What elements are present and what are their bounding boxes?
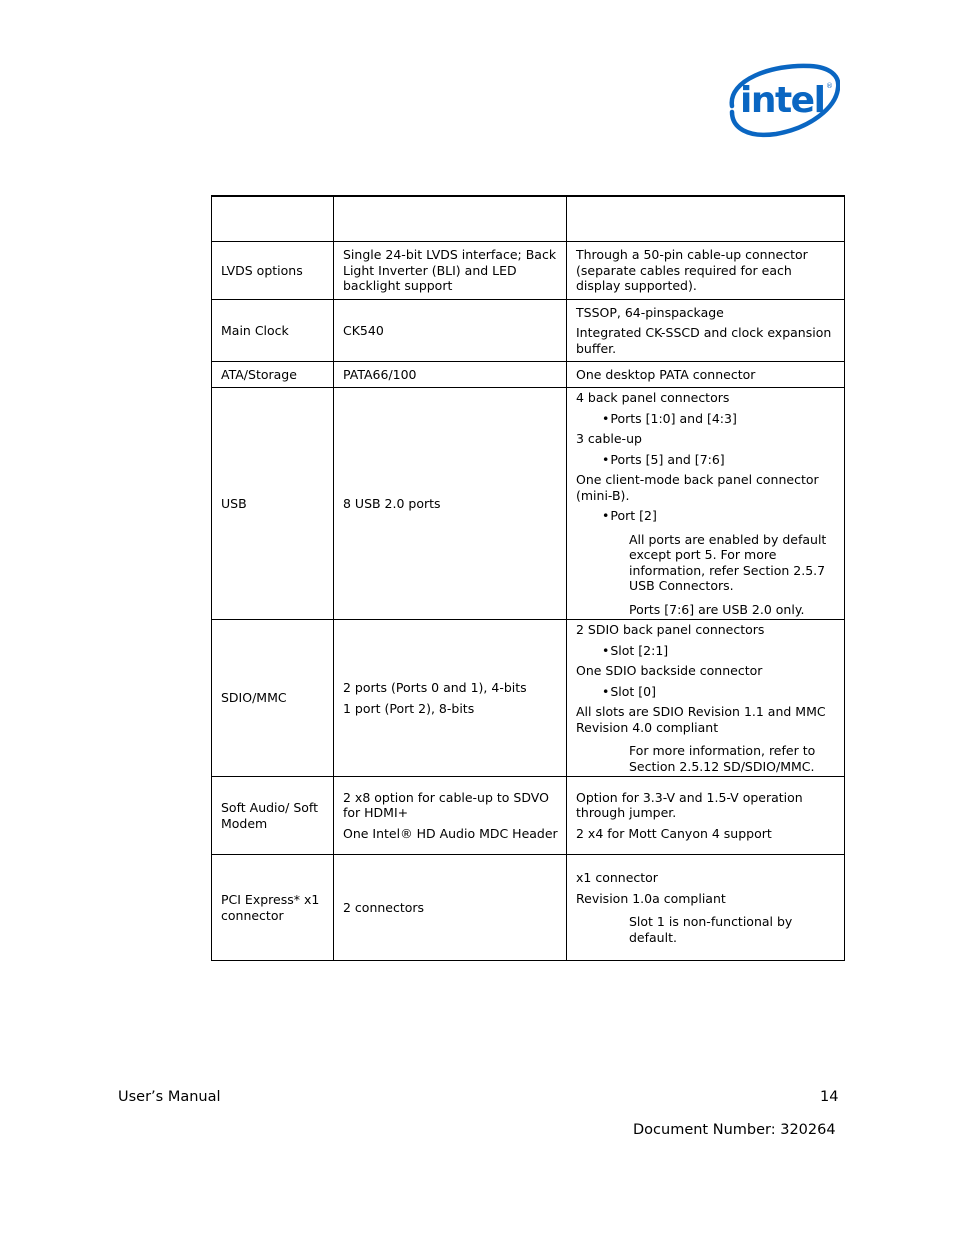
note-callout: All ports are enabled by default except port 5. For more information, refer Section 2.5.7 USB Connectors. bbox=[629, 531, 827, 593]
note-line: x1 connector bbox=[576, 870, 658, 885]
note-line: 2 x4 for Mott Canyon 4 support bbox=[576, 825, 772, 841]
table-header-row bbox=[212, 196, 845, 242]
spec-line: One Intel® HD Audio MDC Header bbox=[343, 825, 558, 841]
note-line: TSSOP, 64-pinspackage bbox=[576, 304, 724, 320]
spec-line: 1 port (Port 2), 8-bits bbox=[343, 700, 475, 716]
notes-cell bbox=[567, 855, 845, 961]
notes-cell bbox=[567, 388, 845, 620]
notes-cell bbox=[567, 777, 845, 855]
table-row bbox=[212, 620, 845, 777]
bullet-item: • Ports [1:0] and [4:3] bbox=[602, 411, 836, 427]
note-line: 2 SDIO back panel connectors bbox=[576, 622, 765, 637]
table-row bbox=[212, 362, 845, 388]
feature-cell: PCI Express* x1 connector bbox=[212, 855, 334, 961]
table-row bbox=[212, 777, 845, 855]
bullet-list bbox=[576, 411, 836, 427]
spec-cell: 2 connectors bbox=[334, 855, 567, 961]
bullet-item: • Slot [0] bbox=[602, 684, 836, 700]
feature-cell: SDIO/MMC bbox=[212, 620, 334, 777]
table-row bbox=[212, 388, 845, 620]
notes-cell: One desktop PATA connector bbox=[567, 362, 845, 388]
note-callout: For more information, refer to Section 2.5.12 SD/SDIO/MMC. bbox=[629, 743, 816, 774]
feature-cell: Main Clock bbox=[212, 300, 334, 362]
note-line: 4 back panel connectors bbox=[576, 390, 730, 405]
note-line: Integrated CK-SSCD and clock expansion buffer. bbox=[576, 325, 832, 356]
feature-cell: LVDS options bbox=[212, 242, 334, 300]
footer-page-number: 14 bbox=[820, 1089, 839, 1105]
footer-document-number: Document Number: 320264 bbox=[633, 1122, 836, 1138]
feature-cell: ATA/Storage bbox=[212, 362, 334, 388]
svg-text:intel: intel bbox=[740, 80, 825, 121]
spec-cell: PATA66/100 bbox=[334, 362, 567, 388]
bullet-item: • Slot [2:1] bbox=[602, 643, 836, 659]
notes-cell: Through a 50-pin cable-up connector (separate cables required for each display supported). bbox=[567, 242, 845, 300]
header-cell bbox=[334, 196, 567, 242]
note-callout: Slot 1 is non-functional by default. bbox=[629, 914, 793, 945]
bullet-item: • Ports [5] and [7:6] bbox=[602, 452, 836, 468]
note-line: Option for 3.3-V and 1.5-V operation through jumper. bbox=[576, 789, 803, 821]
feature-cell: USB bbox=[212, 388, 334, 620]
note-callout: Ports [7:6] are USB 2.0 only. bbox=[629, 601, 805, 617]
note-line: One SDIO backside connector bbox=[576, 663, 763, 678]
spec-cell bbox=[334, 620, 567, 777]
table-row bbox=[212, 242, 845, 300]
bullet-list bbox=[576, 508, 836, 524]
header-cell bbox=[567, 196, 845, 242]
table-row bbox=[212, 855, 845, 961]
spec-cell: Single 24-bit LVDS interface; Back Light Inverter (BLI) and LED backlight support bbox=[334, 242, 567, 300]
spec-cell bbox=[334, 777, 567, 855]
bullet-item: • Port [2] bbox=[602, 508, 836, 524]
note-line: 3 cable-up bbox=[576, 431, 642, 446]
spec-cell: 8 USB 2.0 ports bbox=[334, 388, 567, 620]
spec-line: 2 x8 option for cable-up to SDVO for HDMI+ bbox=[343, 789, 549, 821]
notes-cell bbox=[567, 620, 845, 777]
bullet-list bbox=[576, 643, 836, 659]
feature-cell: Soft Audio/ Soft Modem bbox=[212, 777, 334, 855]
intel-logo bbox=[726, 62, 840, 138]
bullet-list bbox=[576, 684, 836, 700]
svg-text:®: ® bbox=[826, 82, 833, 90]
header-cell bbox=[212, 196, 334, 242]
note-line: All slots are SDIO Revision 1.1 and MMC Revision 4.0 compliant bbox=[576, 704, 826, 735]
note-line: Revision 1.0a compliant bbox=[576, 890, 726, 906]
bullet-list bbox=[576, 452, 836, 468]
footer-manual-title: User’s Manual bbox=[118, 1089, 221, 1105]
spec-cell: CK540 bbox=[334, 300, 567, 362]
spec-line: 2 ports (Ports 0 and 1), 4-bits bbox=[343, 680, 527, 695]
specification-table bbox=[211, 195, 845, 961]
note-line: One client-mode back panel connector (mini-B). bbox=[576, 472, 819, 503]
table-row bbox=[212, 300, 845, 362]
notes-cell bbox=[567, 300, 845, 362]
